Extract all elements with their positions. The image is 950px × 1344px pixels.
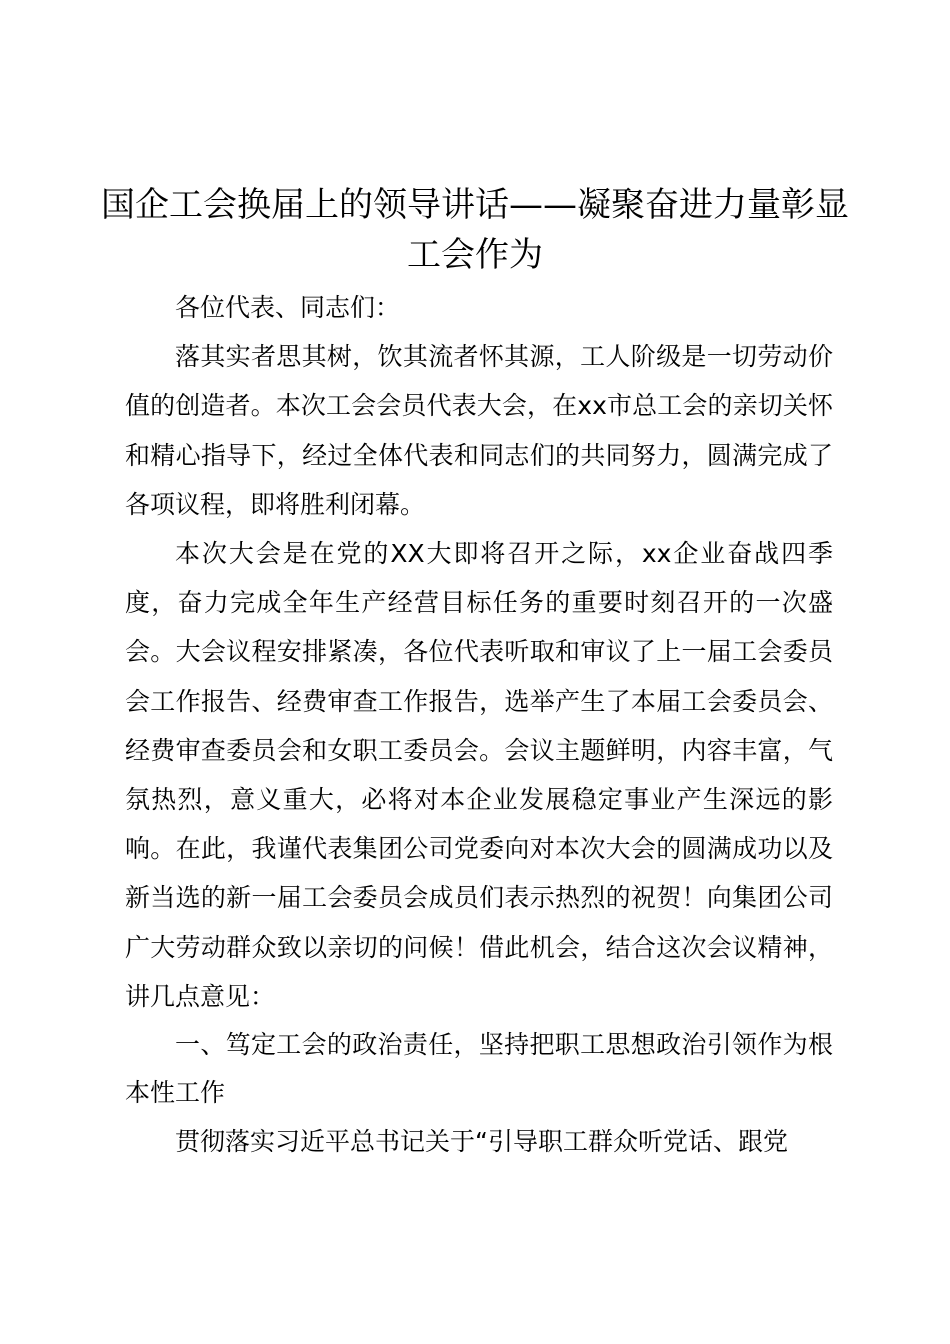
document-body bbox=[125, 283, 833, 1166]
section-heading: 一、笃定工会的政治责任，坚持把职工思想政治引领作为根本性工作 bbox=[125, 1030, 833, 1108]
document-title: 国企工会换届上的领导讲话——凝聚奋进力量彰显工会作为 bbox=[101, 185, 849, 275]
paragraph: 贯彻落实习近平总书记关于“引导职工群众听党话、跟党 bbox=[175, 1127, 788, 1157]
paragraph: 本次大会是在党的XX大即将召开之际，xx企业奋战四季度，奋力完成全年生产经营目标任务的重要时刻召开的一次盛会。大会议程安排紧凑，各位代表听取和审议了上一届工会委员会工作报告、经费审查工作报告，选举产生了本届工会委员会、经费审查委员会和女职工委员会。会议主题鲜明，内容丰富，气氛热烈，意义重大，必将对本企业发展稳定事业产生深远的影响。在此，我谨代表集团公司党委向对本次大会的圆满成功以及新当选的新一届工会委员会成员们表示热烈的祝贺！向集团公司广大劳动群众致以亲切的问候！借此机会，结合这次会议精神，讲几点意见： bbox=[125, 539, 833, 1011]
salutation: 各位代表、同志们： bbox=[175, 293, 401, 322]
paragraph: 落其实者思其树，饮其流者怀其源，工人阶级是一切劳动价值的创造者。本次工会会员代表大会，在xx市总工会的亲切关怀和精心指导下，经过全体代表和同志们的共同努力，圆满完成了各项议程，即将胜利闭幕。 bbox=[125, 342, 833, 519]
